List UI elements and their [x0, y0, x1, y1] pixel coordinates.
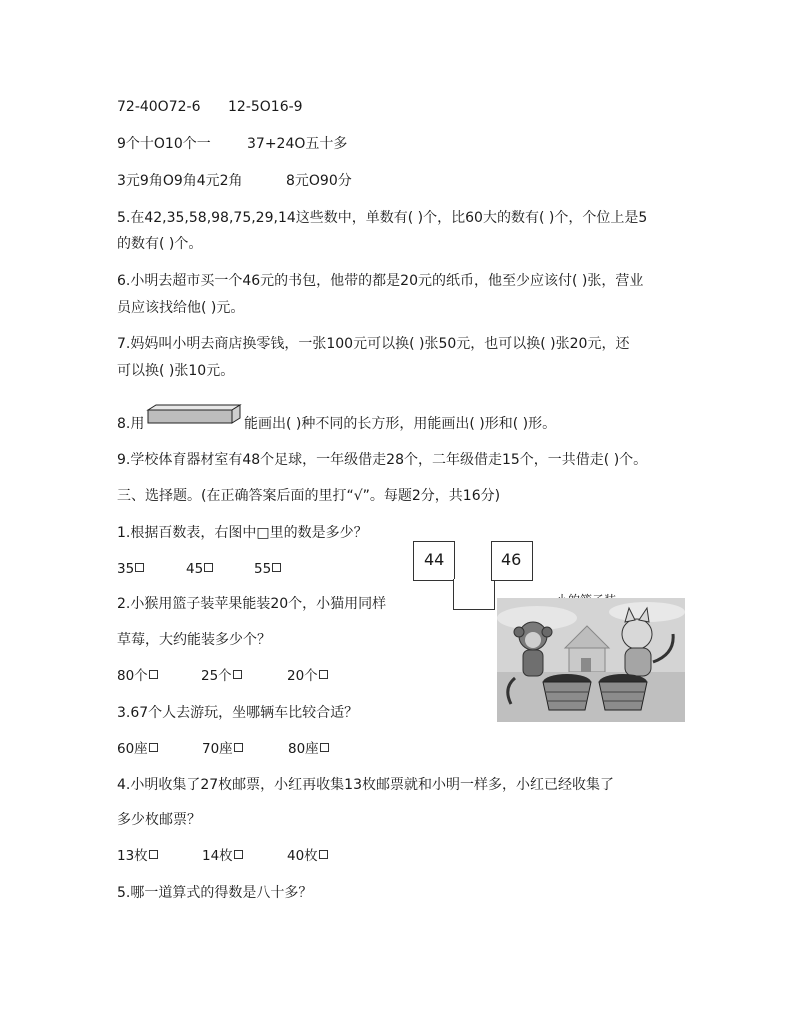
- mc-question-4-line-1: 4.小明收集了27枚邮票，小红再收集13枚邮票就和小明一样多，小红已经收集了: [117, 777, 614, 793]
- hundred-chart-number-left: 44: [424, 550, 445, 569]
- question-5-line-1: 5.在42,35,58,98,75,29,14这些数中，单数有( )个，比60大的数有( )个，个位上是5: [117, 210, 648, 226]
- mc-question-2-line-1: 2.小猴用篮子装苹果能装20个，小猫用同样: [117, 596, 387, 612]
- question-5-line-2: 的数有( )个。: [117, 236, 203, 252]
- mc-question-4-line-2: 多少枚邮票？: [117, 812, 201, 828]
- question-8-suffix: 能画出( )种不同的长方形，用能画出( )形和( )形。: [244, 416, 557, 432]
- rectangular-block-figure: [144, 404, 242, 424]
- question-9: 9.学校体育器材室有48个足球，一年级借走28个，二年级借走15个，一共借走( )个。: [117, 452, 648, 468]
- mc2-option-1[interactable]: 80个: [117, 667, 158, 685]
- mc-question-5: 5.哪一道算式的得数是八十多？: [117, 885, 313, 901]
- mc2-option-3[interactable]: 20个: [287, 667, 328, 685]
- mc4-option-3[interactable]: 40枚: [287, 847, 328, 865]
- hundred-chart-number-right: 46: [501, 550, 522, 569]
- compare-line-2b: 37+24O五十多: [247, 136, 348, 152]
- mc4-option-1[interactable]: 13枚: [117, 847, 158, 865]
- compare-line-3b: 8元O90分: [286, 173, 352, 189]
- mc-question-3: 3.67个人去游玩，坐哪辆车比较合适？: [117, 705, 359, 721]
- mc1-option-3[interactable]: 55: [254, 560, 281, 578]
- mc1-option-2[interactable]: 45: [186, 560, 213, 578]
- question-6-line-2: 员应该找给他( )元。: [117, 300, 245, 316]
- question-6-line-1: 6.小明去超市买一个46元的书包，他带的都是20元的纸币，他至少应该付( )张，营业: [117, 273, 644, 289]
- question-8-prefix: 8.用: [117, 416, 145, 432]
- question-7-line-1: 7.妈妈叫小明去商店换零钱，一张100元可以换( )张50元，也可以换( )张20元，还: [117, 336, 630, 352]
- question-7-line-2: 可以换( )张10元。: [117, 363, 235, 379]
- mc3-option-2[interactable]: 70座: [202, 740, 243, 758]
- mc-question-1: 1.根据百数表，右图中□里的数是多少？: [117, 525, 368, 541]
- monkey-and-cat-baskets-illustration: [497, 598, 685, 722]
- section-3-heading: 三、选择题。(在正确答案后面的里打“√”。每题2分，共16分): [117, 488, 501, 504]
- mc-question-2-line-2: 草莓，大约能装多少个？: [117, 632, 271, 648]
- compare-line-1b: 12-5O16-9: [228, 99, 303, 115]
- mc4-option-2[interactable]: 14枚: [202, 847, 243, 865]
- hundred-chart-cell-middle: [453, 579, 495, 610]
- mc3-option-1[interactable]: 60座: [117, 740, 158, 758]
- compare-line-2a: 9个十O10个一: [117, 136, 211, 152]
- compare-line-1a: 72-40O72-6: [117, 99, 201, 115]
- mc1-option-1[interactable]: 35: [117, 560, 144, 578]
- compare-line-3a: 3元9角O9角4元2角: [117, 173, 243, 189]
- mc3-option-3[interactable]: 80座: [288, 740, 329, 758]
- mc2-option-2[interactable]: 25个: [201, 667, 242, 685]
